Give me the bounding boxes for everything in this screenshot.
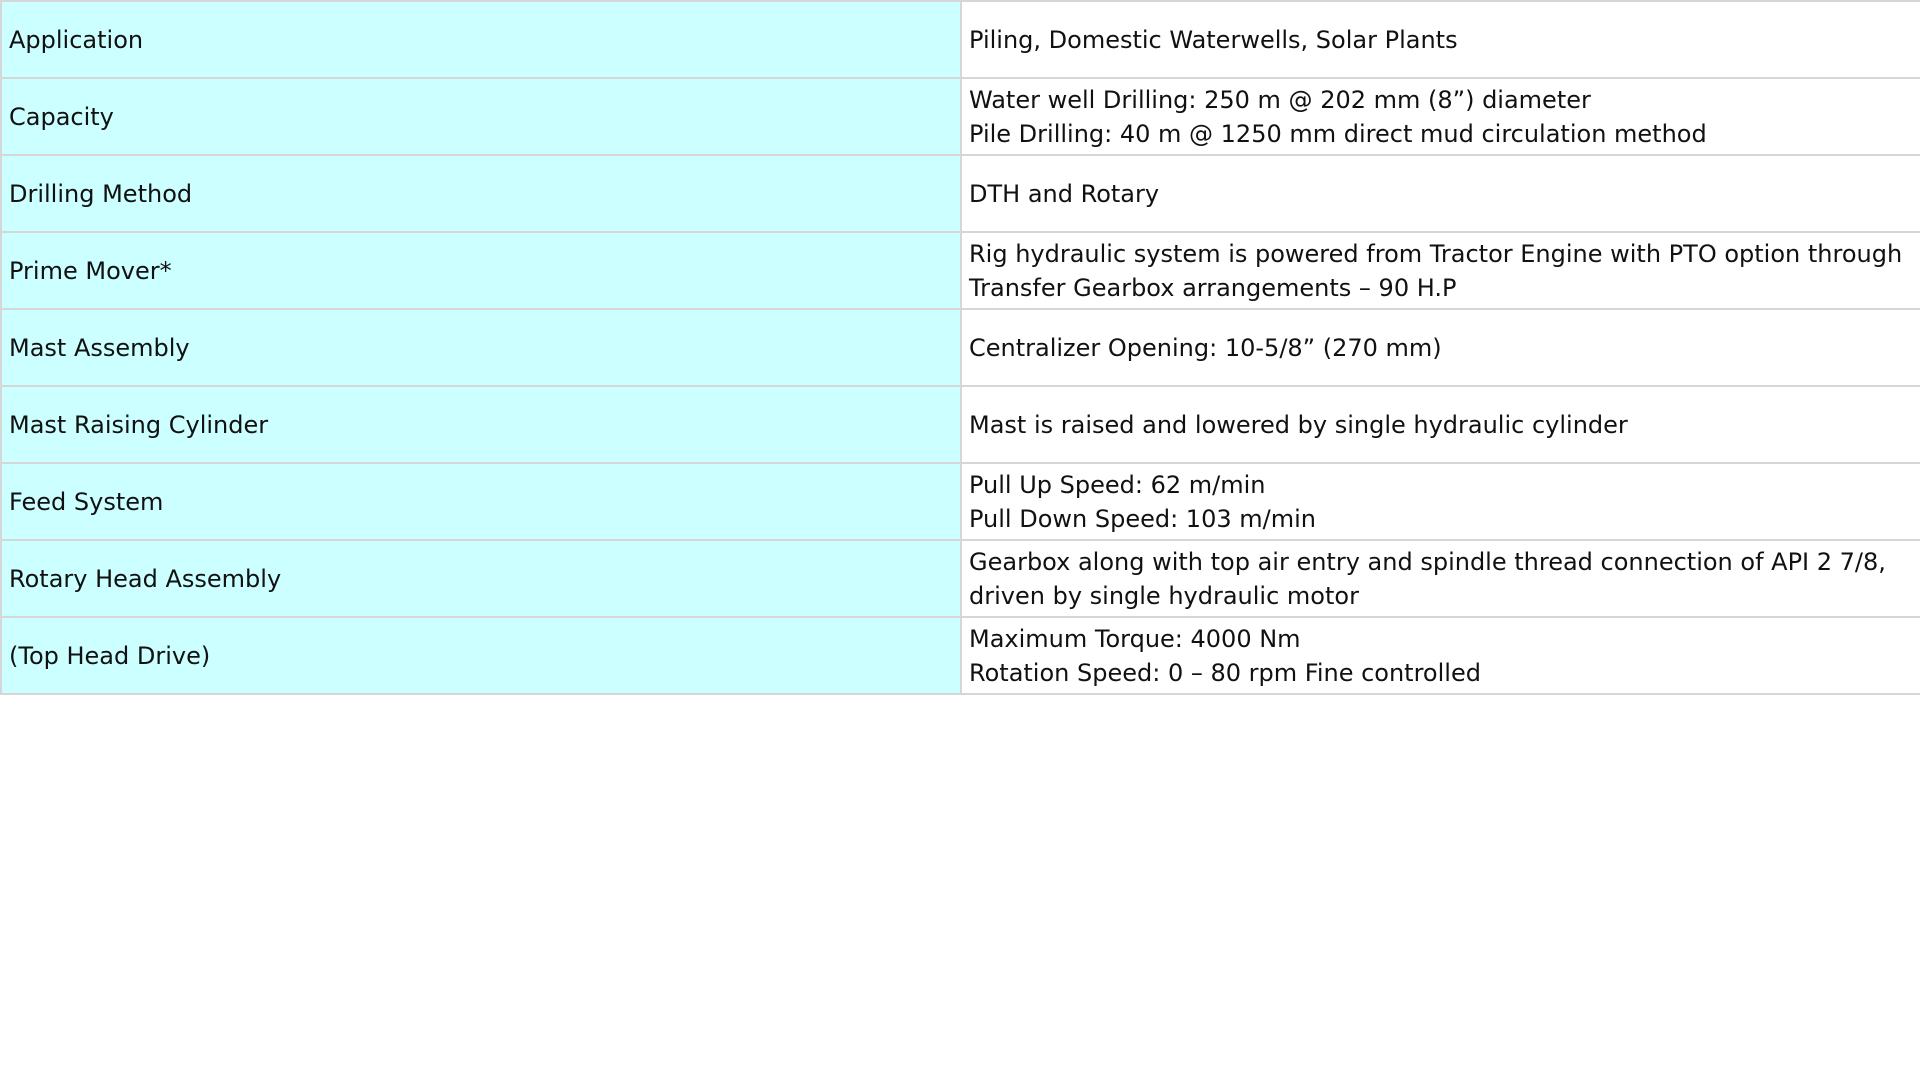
row-label-rotary-head-assembly: Rotary Head Assembly [1, 540, 961, 617]
table-row [1, 386, 1920, 463]
table-row [1, 232, 1920, 309]
table-row [1, 617, 1920, 694]
value-line: Pull Down Speed: 103 m/min [969, 504, 1316, 533]
row-value-capacity [961, 78, 1920, 155]
row-label-prime-mover: Prime Mover* [1, 232, 961, 309]
value-line: Water well Drilling: 250 m @ 202 mm (8”) diameter [969, 85, 1591, 114]
row-value-feed-system [961, 463, 1920, 540]
value-line: Mast is raised and lowered by single hydraulic cylinder [969, 410, 1628, 439]
row-label-feed-system: Feed System [1, 463, 961, 540]
value-line: Rig hydraulic system is powered from Tractor Engine with PTO option through [969, 239, 1903, 268]
value-line: DTH and Rotary [969, 179, 1160, 208]
value-line: Pull Up Speed: 62 m/min [969, 470, 1266, 499]
row-label-top-head-drive: (Top Head Drive) [1, 617, 961, 694]
table-row [1, 1, 1920, 78]
row-value-drilling-method [961, 155, 1920, 232]
row-label-mast-raising-cylinder: Mast Raising Cylinder [1, 386, 961, 463]
row-value-prime-mover [961, 232, 1920, 309]
value-line: Transfer Gearbox arrangements – 90 H.P [969, 273, 1457, 302]
table-row [1, 309, 1920, 386]
row-label-application: Application [1, 1, 961, 78]
row-value-mast-assembly [961, 309, 1920, 386]
value-line: Rotation Speed: 0 – 80 rpm Fine controlled [969, 658, 1481, 687]
row-value-mast-raising-cylinder [961, 386, 1920, 463]
row-value-rotary-head-assembly [961, 540, 1920, 617]
value-line: Pile Drilling: 40 m @ 1250 mm direct mud circulation method [969, 119, 1707, 148]
table-row [1, 463, 1920, 540]
row-value-top-head-drive [961, 617, 1920, 694]
value-line: Maximum Torque: 4000 Nm [969, 624, 1301, 653]
table-row [1, 155, 1920, 232]
row-label-drilling-method: Drilling Method [1, 155, 961, 232]
row-label-capacity: Capacity [1, 78, 961, 155]
value-line: Centralizer Opening: 10-5/8” (270 mm) [969, 333, 1442, 362]
value-line: Piling, Domestic Waterwells, Solar Plants [969, 25, 1458, 54]
table-row [1, 540, 1920, 617]
row-label-mast-assembly: Mast Assembly [1, 309, 961, 386]
table-row [1, 78, 1920, 155]
row-value-application [961, 1, 1920, 78]
value-line: Gearbox along with top air entry and spindle thread connection of API 2 7/8, [969, 547, 1886, 576]
value-line: driven by single hydraulic motor [969, 581, 1359, 610]
